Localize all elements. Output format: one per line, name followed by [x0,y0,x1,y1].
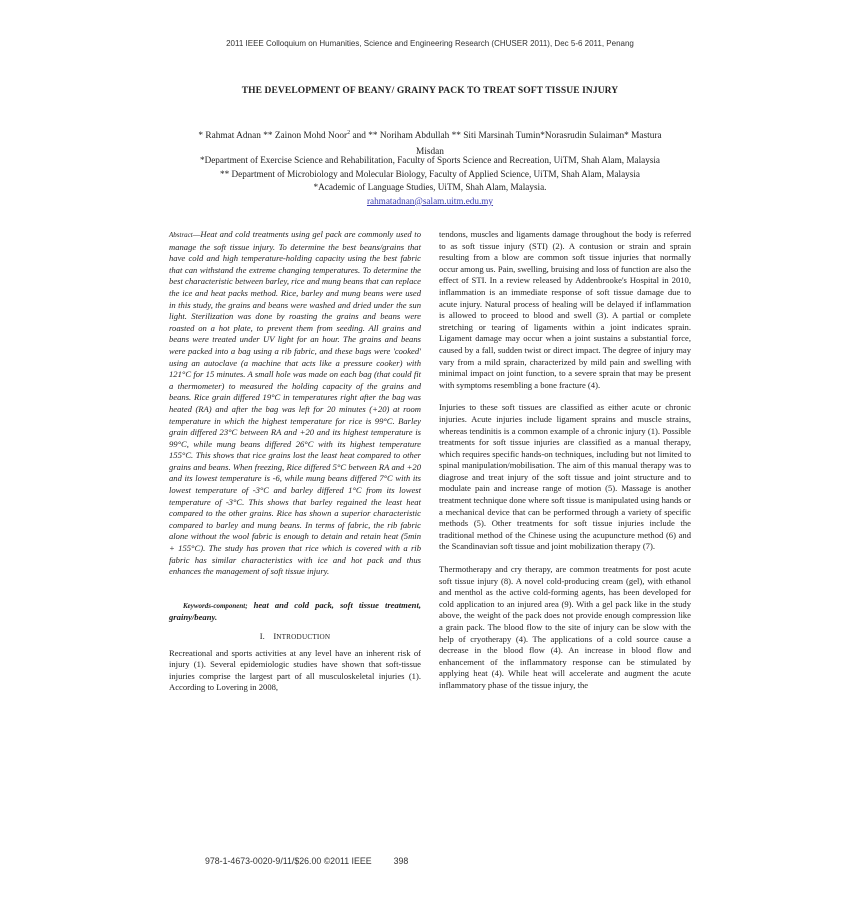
section-heading-introduction [169,631,421,644]
conference-header: 2011 IEEE Colloquium on Humanities, Science and Engineering Research (CHUSER 2011), Dec 5-6 2011, Penang [226,39,634,48]
footer-isbn: 978-1-4673-0020-9/11/$26.00 ©2011 IEEE [205,856,372,866]
affiliation-1: *Department of Exercise Science and Rehabilitation, Faculty of Sports Science and Recreation, UiTM, Shah Alam, Malaysia [199,155,660,165]
body-paragraph-3: Thermotherapy and cry therapy, are common treatments for post acute soft tissue injury (8). A novel cold-producing cream (gel), with ethanol and menthol as the active cold-forming agents, has been developed for cold application to an injured area (9). With a gel pack like in the study above, the weight of the pack does not provide enough compression like a grain pack. The blood flow to the site of injury can be slow with the help of cryotherapy (4). The applications of a cold source cause a decrease in the blood flow (4). An increase in blood flow and enhancement of the inflammatory response can be stimulated by applying heat (4). While heat will accelerate and augment the acute inflammatory phase of the tissue injury, the [439,564,691,690]
left-column [169,229,421,694]
section-number: I. [259,631,265,641]
body-paragraph-1: tendons, muscles and ligaments damage throughout the body is referred to as soft tissue injury (STI) (2). A contusion or strain and sprain resulting from a blow are common soft tissue injuries that normally occur among us. Pain, swelling, bruising and loss of function are also the effect of STI. In a review released by Addenbrooke's Hospital in 2010, inflammation is an immediate response of soft tissue damage due to acute injury. Natural process of healing will be delayed if inflammation is allowed to proceed to blood and swell (3). A partial or complete stretching or tearing of ligaments within a joint indicates sprain. Ligament damage may occur when a joint sustains a substantial force, caused by a fall, sudden twist or direct impact. The degree of injury may vary from a mild sprain, characterized by mild pain and swelling with minimal impact on joint function, to a severe sprain that may be present with symptoms resembling a bone fracture (4). [439,229,691,390]
body-paragraph-2: Injuries to these soft tissues are classified as either acute or chronic injuries. Acute injuries include ligament sprains and muscle strains, whereas tendinitis is a common example of a chronic injury (1). Possible treatments for soft tissue injuries are classified as a manual therapy, which requires specific hands-on techniques, including but not limited to spinal manipulation/mobilisation. The aim of this manual therapy was to diagrose and treat injury of the soft tissue and joint structure and to modulate pain and increase range of motion (5). Massage is another treatment technique done where soft tissue is manipulated using hands or a mechanical device that can be performed through a variety of specific methods (5). Other treatments for soft tissue injuries include the traditional method of the Chinese using the acupuncture method (6) and the Scandinavian soft tissue and joint mobilization therapy (7). [439,402,691,552]
keywords [169,600,421,624]
page-number: 398 [393,856,409,866]
author-superscript: 2 [347,130,351,136]
affiliations [150,154,710,208]
abstract [169,229,421,578]
section-title-initial: I [273,631,277,641]
right-column [439,229,691,692]
paper-title: THE DEVELOPMENT OF BEANY/ GRAINY PACK TO TREAT SOFT TISSUE INJURY [241,86,619,96]
keywords-label: Keywords-component; [183,601,248,610]
authors-line-2: Misdan [416,147,444,158]
intro-paragraph: Recreational and sports activities at any level have an inherent risk of injury (1). Several epidemiologic studies have shown that soft-tissue injuries comprise the largest part of all musculoskeletal injuries (1). According to Lovering in 2008, [169,647,421,693]
keywords-text: heat and cold pack, soft tissue treatment, grainy/beany. [169,599,421,623]
section-title-rest: NTRODUCTION [276,633,331,641]
authors-line-1: * Rahmat Adnan ** Zainon Mohd Noor [198,131,348,142]
page-footer [205,856,408,866]
abstract-label: Abstract [169,231,193,239]
abstract-text: —Heat and cold treatments using gel pack are commonly used to manage the soft tissue injury. To determine the best beans/grains that have cold and high temperature-holding capacity using the best fabric that can withstand the extreme changing temperatures. To determine the best characteristic between barley, rice and mung beans that can replace the ice and heat packs method. Rice, barley and mung beans were used in this study, the grains and beans were washed and dried under the sun light. Sterilization was done by roasting the grains and beans were roasted on a hot plate, to prevent them from seeding. All grains and beans were treated under UV light for an hour. The grains and beans were packed into a bag using a rib fabric, and these bags were 'cooked' using an autoclave (a machine that acts like a pressure cooker) with 121°C for 15 minutes. A small hole was made on each bag (that could fit a thermometer) to measured the holding capacity of the grains and beans. Rice grain differed 19°C in temperatures right after the bag was heated (RA) and after the bag was left for 20 minutes (+20) at room temperature in which the highest temperature for rice is 99°C. Barley grain differed 23°C between RA and +20 and its highest temperature is 99°C, while mung beans differed 26°C with its highest temperature 155°C. This shows that rice grains lost the least heat compared to other grains and beans. When freezing, Rice differed 5°C between RA and +20 and its lowest temperature is -6, while mung beans differed 7°C with its lowest temperature of -3°C and barley differed 1°C from its lowest temperature of -3°C. This shows that barley regained the least heat compared to the other grains. Rice has shown a superior characteristic compared to barley and mung beans. In terms of fabric, the rib fabric alone without the wool fabric is enough to detain and retain heat (5min + 155°C). The study has proven that rice which is covered with a rib fabric has similar characteristics with ice and hot pack and thus enhances the management of soft tissue injury. [169,229,421,577]
author-email-link[interactable]: rahmatadnan@salam.uitm.edu.my [366,195,494,206]
affiliation-2: ** Department of Microbiology and Molecular Biology, Faculty of Applied Science, UiTM, Shah Alam, Malaysia [220,168,640,179]
authors-line-1b: and ** Noriham Abdullah ** Siti Marsinah Tumin*Norasrudin Sulaiman* Mastura [350,131,662,142]
affiliation-3: *Academic of Language Studies, UiTM, Shah Alam, Malaysia. [313,182,547,192]
